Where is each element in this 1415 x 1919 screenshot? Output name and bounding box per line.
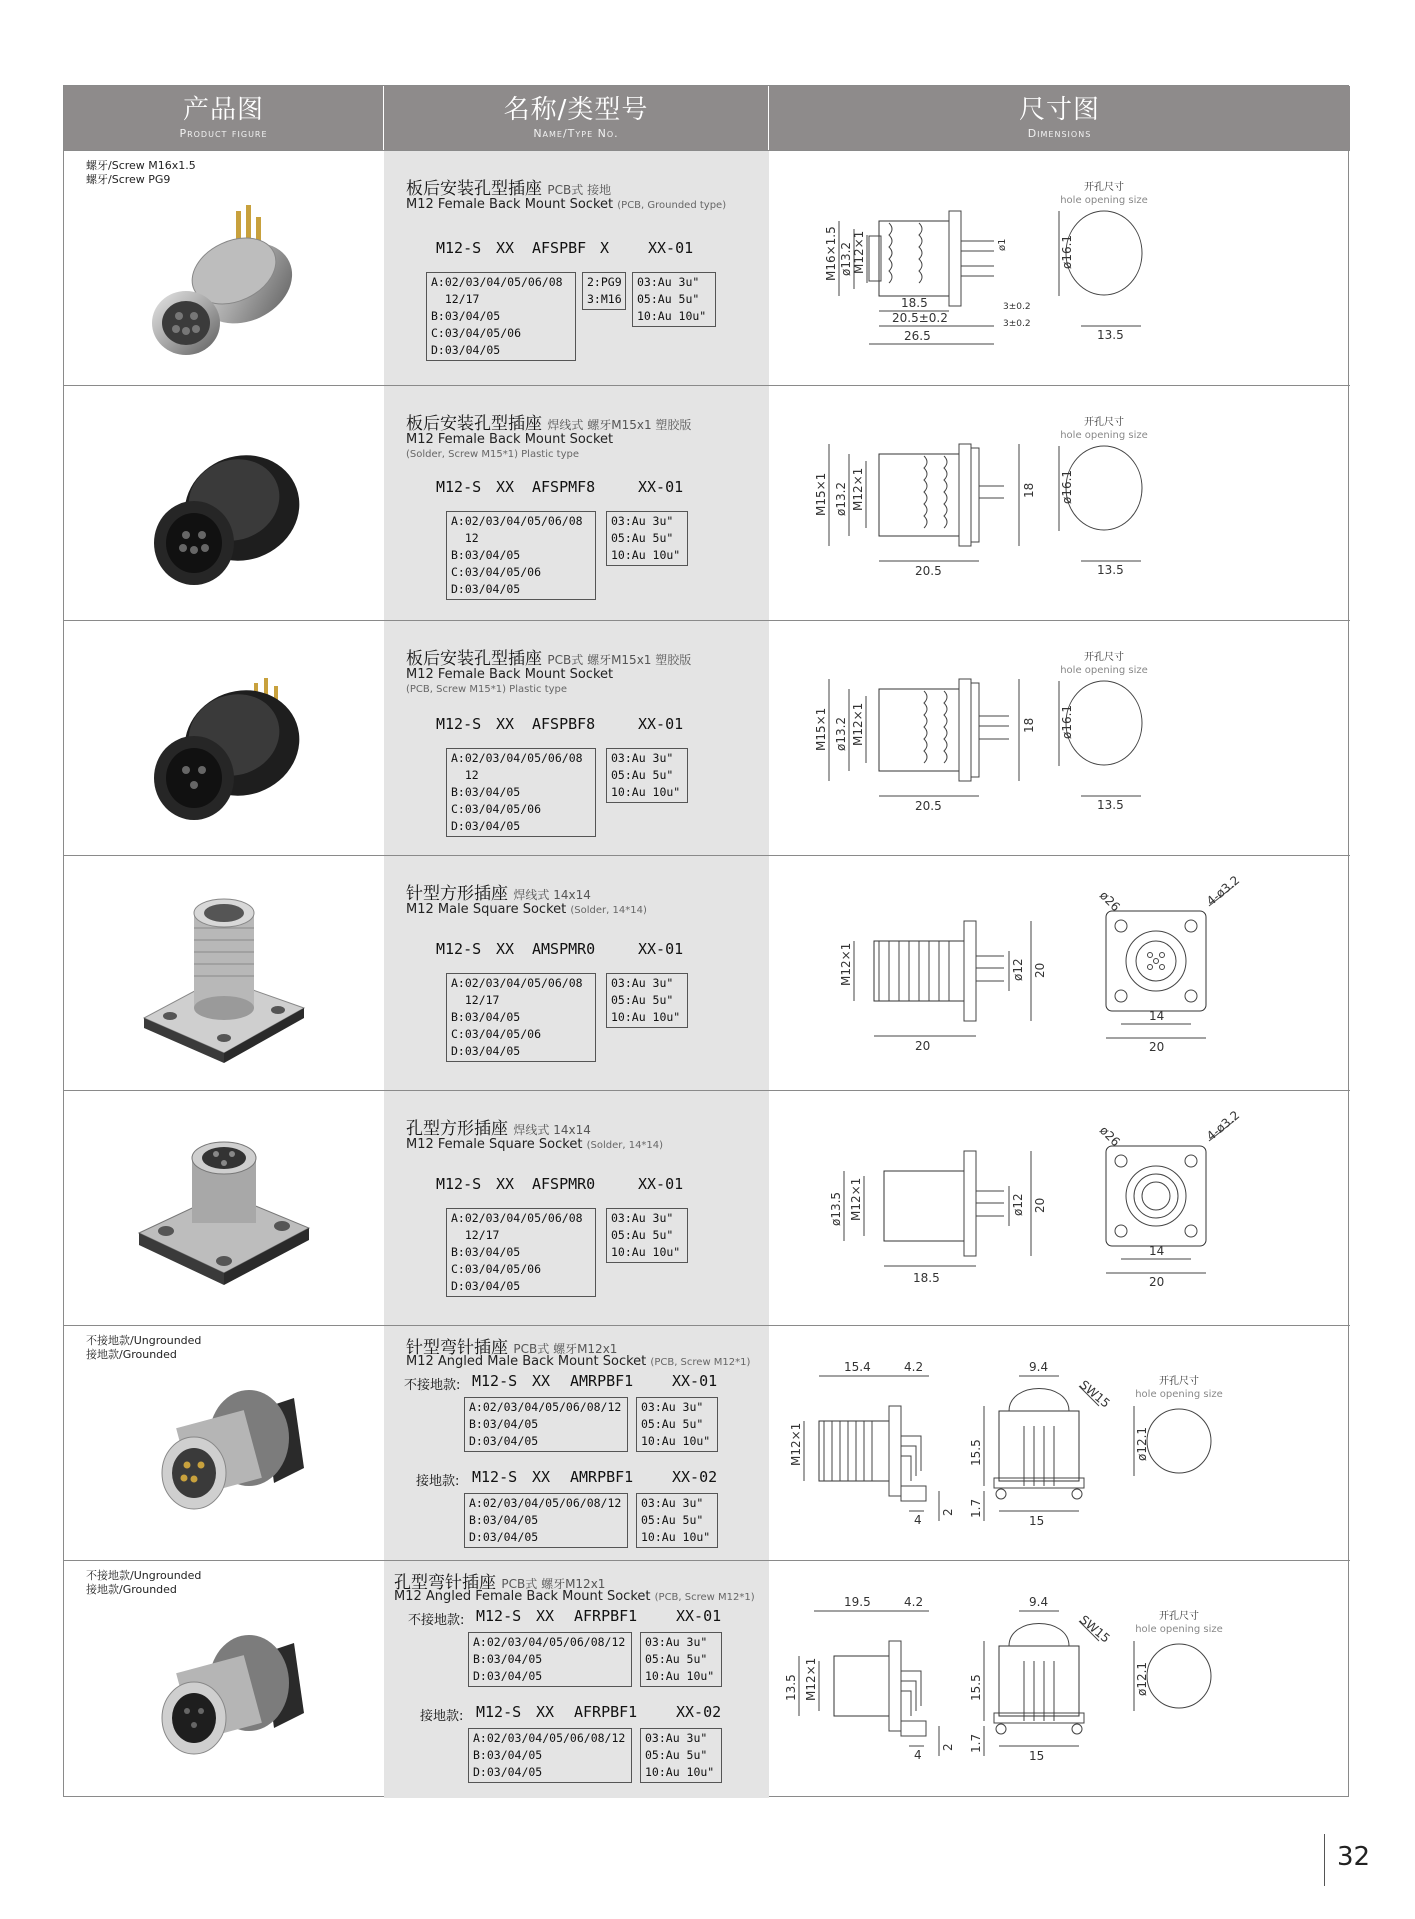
- part-contacts-code: XX: [536, 1703, 555, 1721]
- title-zh: 针型方形插座 焊线式 14x14: [406, 884, 591, 904]
- dim-label: M12×1: [852, 230, 866, 274]
- dimension-drawing: [769, 1091, 1350, 1326]
- dim-label: 20: [915, 1039, 931, 1053]
- name-type-cell: [384, 151, 769, 385]
- header-col3-zh: 尺寸图: [1018, 95, 1100, 125]
- product-figure-cell: [64, 1561, 384, 1798]
- dim-label: ø26: [1096, 1123, 1123, 1150]
- part-plating-code: XX-01: [638, 940, 684, 958]
- table-row: [64, 620, 1350, 855]
- dim-label: 9.4: [1029, 1595, 1049, 1609]
- dim-label: M12×1: [839, 942, 853, 986]
- dim-label: ø13.2: [839, 241, 853, 276]
- dim-label: 3±0.2: [1003, 302, 1031, 312]
- pin-options-box: A:02/03/04/05/06/08/12 B:03/04/05 D:03/04/05: [464, 1493, 628, 1548]
- dimension-drawing: [769, 386, 1350, 621]
- dim-label: 4-ø3.2: [1203, 1107, 1243, 1144]
- pin-options-box: A:02/03/04/05/06/08/12 B:03/04/05 D:03/04/05: [464, 1397, 628, 1452]
- dim-label: ø16.1: [1060, 469, 1074, 504]
- plating-options-box: 03:Au 3u" 05:Au 5u" 10:Au 10u": [632, 272, 716, 327]
- part-prefix: M12-S: [476, 1703, 522, 1721]
- table-row: [64, 150, 1350, 385]
- dimensions-cell: [769, 151, 1350, 385]
- dim-label: 15: [1029, 1749, 1045, 1763]
- name-type-cell: [384, 621, 769, 855]
- title-zh: 板后安装孔型插座 PCB式 螺牙M15x1 塑胶版: [406, 649, 692, 669]
- dim-label: 20: [1033, 962, 1047, 978]
- hole-label-en: hole opening size: [1060, 430, 1148, 441]
- dim-label: ø12.1: [1135, 1661, 1149, 1696]
- header-col3-en: Dimensions: [1027, 127, 1092, 140]
- dim-label: M12×1: [851, 702, 865, 746]
- dim-label: 14: [1149, 1009, 1165, 1023]
- hole-label-en: hole opening size: [1060, 195, 1148, 206]
- header-product-figure: [64, 86, 384, 150]
- part-contacts-code: XX: [496, 1175, 515, 1193]
- pin-options-box: A:02/03/04/05/06/08 12/17 B:03/04/05 C:03/04/05/06 D:03/04/05: [446, 1208, 596, 1297]
- part-plating-code: XX-01: [638, 715, 684, 733]
- product-figure-cell: [64, 1091, 384, 1325]
- dim-label: 18: [1022, 482, 1036, 498]
- part-model: AMRPBF1: [570, 1468, 634, 1486]
- dim-label: ø1: [997, 238, 1008, 251]
- dim-label: 15.4: [844, 1360, 871, 1374]
- product-figure-cell: [64, 151, 384, 385]
- table-row: [64, 385, 1350, 620]
- header-name-type: [384, 86, 769, 150]
- dim-label: 2: [941, 1743, 955, 1751]
- dim-label: M15×1: [814, 472, 828, 516]
- dim-label: M12×1: [789, 1422, 803, 1466]
- product-figure-cell: [64, 621, 384, 855]
- part-plating-code: XX-01: [638, 478, 684, 496]
- dim-label: 13.5: [1097, 798, 1124, 812]
- dim-label: ø12.1: [1135, 1426, 1149, 1461]
- part-model: AFSPMR0: [532, 1175, 596, 1193]
- connector-photo: [124, 183, 324, 373]
- ungrounded-label: 不接地款:: [408, 1613, 465, 1628]
- dim-label: 15.5: [969, 1674, 983, 1701]
- dim-label: 18.5: [901, 296, 928, 310]
- part-plating-code: XX-01: [672, 1372, 718, 1390]
- dim-label: 18.5: [913, 1271, 940, 1285]
- title-zh: 针型弯针插座 PCB式 螺牙M12x1: [406, 1338, 618, 1358]
- name-type-cell: [384, 1326, 769, 1560]
- grounding-note: 不接地款/Ungrounded 接地款/Grounded: [86, 1334, 202, 1361]
- dim-label: 1.7: [969, 1733, 983, 1753]
- dimensions-cell: [769, 1091, 1350, 1325]
- title-en: M12 Angled Male Back Mount Socket (PCB, Screw M12*1): [406, 1354, 751, 1369]
- product-figure-cell: [64, 1326, 384, 1560]
- dim-label: 20.5: [915, 799, 942, 813]
- dimensions-cell: [769, 856, 1350, 1090]
- table-row: [64, 1325, 1350, 1560]
- dim-label: 4.2: [904, 1595, 924, 1609]
- dim-label: 13.5: [1097, 328, 1124, 342]
- dim-label: M12×1: [804, 1657, 818, 1701]
- title-sub: (Solder, Screw M15*1) Plastic type: [406, 449, 580, 460]
- plating-options-box: 03:Au 3u" 05:Au 5u" 10:Au 10u": [606, 511, 688, 566]
- dim-label: M15×1: [814, 707, 828, 751]
- part-prefix: M12-S: [436, 239, 482, 257]
- dim-label: 3±0.2: [1003, 319, 1031, 329]
- pin-options-box: A:02/03/04/05/06/08/12 B:03/04/05 D:03/04/05: [468, 1632, 632, 1687]
- hole-label-zh: 开孔尺寸: [1159, 1611, 1199, 1622]
- connector-photo: [124, 1593, 324, 1783]
- product-figure-cell: [64, 386, 384, 620]
- part-prefix: M12-S: [472, 1468, 518, 1486]
- dimensions-cell: [769, 621, 1350, 855]
- dimension-drawing: [769, 151, 1350, 386]
- dimensions-cell: [769, 1561, 1350, 1798]
- dim-label: 15: [1029, 1514, 1045, 1528]
- ungrounded-label: 不接地款:: [404, 1378, 461, 1393]
- dim-label: 13.5: [784, 1674, 798, 1701]
- connector-photo: [124, 653, 324, 843]
- hole-label-en: hole opening size: [1135, 1624, 1223, 1635]
- dim-label: ø13.2: [834, 716, 848, 751]
- plating-options-box: 03:Au 3u" 05:Au 5u" 10:Au 10u": [606, 748, 688, 803]
- dim-label: M12×1: [851, 467, 865, 511]
- dim-label: M12×1: [849, 1177, 863, 1221]
- name-type-cell: [384, 1091, 769, 1325]
- part-contacts-code: XX: [496, 715, 515, 733]
- title-en: M12 Male Square Socket (Solder, 14*14): [406, 902, 647, 917]
- plating-options-box: 03:Au 3u" 05:Au 5u" 10:Au 10u": [636, 1493, 718, 1548]
- dim-label: 18: [1022, 717, 1036, 733]
- title-en: M12 Female Square Socket (Solder, 14*14): [406, 1137, 664, 1152]
- title-zh: 孔型弯针插座 PCB式 螺牙M12x1: [394, 1573, 606, 1593]
- dim-label: 4.2: [904, 1360, 924, 1374]
- title-en: M12 Angled Female Back Mount Socket (PCB, Screw M12*1): [394, 1589, 755, 1604]
- part-screw-code: X: [600, 239, 610, 257]
- catalog-table: [63, 85, 1349, 1797]
- part-contacts-code: XX: [496, 239, 515, 257]
- dim-label: 20: [1149, 1275, 1165, 1289]
- part-plating-code: XX-01: [676, 1607, 722, 1625]
- hole-label-en: hole opening size: [1060, 665, 1148, 676]
- plating-options-box: 03:Au 3u" 05:Au 5u" 10:Au 10u": [606, 1208, 688, 1263]
- part-plating-code: XX-01: [648, 239, 694, 257]
- dim-label: ø12: [1011, 1193, 1025, 1216]
- header-col1-zh: 产品图: [182, 95, 264, 125]
- table-row: [64, 1090, 1350, 1325]
- dimension-drawing: [769, 1326, 1350, 1561]
- title-en: M12 Female Back Mount Socket: [406, 432, 614, 447]
- header-dimensions: [769, 86, 1350, 150]
- dim-label: 2: [941, 1508, 955, 1516]
- title-en: M12 Female Back Mount Socket: [406, 667, 614, 682]
- dim-label: ø12: [1011, 958, 1025, 981]
- pin-options-box: A:02/03/04/05/06/08/12 B:03/04/05 D:03/04/05: [468, 1728, 632, 1783]
- dim-label: ø26: [1096, 888, 1123, 915]
- dim-label: 1.7: [969, 1498, 983, 1518]
- header-col1-en: Product figure: [179, 127, 268, 140]
- plating-options-box: 03:Au 3u" 05:Au 5u" 10:Au 10u": [640, 1728, 722, 1783]
- dim-label: 15.5: [969, 1439, 983, 1466]
- part-contacts-code: XX: [532, 1372, 551, 1390]
- dimension-drawing: [769, 621, 1350, 856]
- part-prefix: M12-S: [476, 1607, 522, 1625]
- dimension-drawing: [769, 856, 1350, 1091]
- dim-label: ø13.5: [829, 1191, 843, 1226]
- table-header: [64, 86, 1350, 150]
- title-zh: 板后安装孔型插座 焊线式 螺牙M15x1 塑胶版: [406, 414, 692, 434]
- connector-photo: [124, 418, 324, 608]
- title-zh: 孔型方形插座 焊线式 14x14: [406, 1119, 591, 1139]
- dim-label: 20.5±0.2: [892, 311, 948, 325]
- hole-label-en: hole opening size: [1135, 1389, 1223, 1400]
- dim-label: ø16.1: [1060, 704, 1074, 739]
- part-model: AFRPBF1: [574, 1703, 638, 1721]
- connector-photo: [124, 1358, 324, 1548]
- grounding-note: 不接地款/Ungrounded 接地款/Grounded: [86, 1569, 202, 1596]
- page-number: 32: [1337, 1842, 1371, 1872]
- hole-label-zh: 开孔尺寸: [1084, 652, 1124, 663]
- connector-photo: [124, 888, 324, 1078]
- dimension-drawing: [769, 1561, 1350, 1799]
- part-plating-code: XX-02: [672, 1468, 718, 1486]
- part-prefix: M12-S: [472, 1372, 518, 1390]
- dim-label: M16×1.5: [824, 226, 838, 281]
- part-contacts-code: XX: [536, 1607, 555, 1625]
- screw-options-box: 2:PG9 3:M16: [582, 272, 626, 310]
- dim-label: 20: [1033, 1197, 1047, 1213]
- header-col2-zh: 名称/类型号: [503, 95, 649, 125]
- hole-label-zh: 开孔尺寸: [1159, 1376, 1199, 1387]
- dim-label: 19.5: [844, 1595, 871, 1609]
- title-en: M12 Female Back Mount Socket (PCB, Grounded type): [406, 197, 727, 212]
- screw-note: 螺牙/Screw M16x1.5 螺牙/Screw PG9: [86, 159, 196, 186]
- part-model: AFSPMF8: [532, 478, 596, 496]
- dim-label: 4-ø3.2: [1203, 872, 1243, 909]
- part-model: AFSPBF: [532, 239, 587, 257]
- name-type-cell: [384, 386, 769, 620]
- part-prefix: M12-S: [436, 478, 482, 496]
- dim-label: 4: [914, 1513, 922, 1527]
- pin-options-box: A:02/03/04/05/06/08 12 B:03/04/05 C:03/04/05/06 D:03/04/05: [446, 511, 596, 600]
- table-row: [64, 855, 1350, 1090]
- connector-photo: [124, 1123, 324, 1313]
- part-prefix: M12-S: [436, 1175, 482, 1193]
- part-model: AFRPBF1: [574, 1607, 638, 1625]
- part-prefix: M12-S: [436, 715, 482, 733]
- pin-options-box: A:02/03/04/05/06/08 12 B:03/04/05 C:03/04/05/06 D:03/04/05: [446, 748, 596, 837]
- dim-label: SW15: [1077, 1377, 1113, 1411]
- table-row: [64, 1560, 1350, 1798]
- dim-label: SW15: [1077, 1612, 1113, 1646]
- plating-options-box: 03:Au 3u" 05:Au 5u" 10:Au 10u": [640, 1632, 722, 1687]
- dim-label: 26.5: [904, 329, 931, 343]
- dim-label: 4: [914, 1748, 922, 1762]
- part-contacts-code: XX: [532, 1468, 551, 1486]
- dim-label: ø13.2: [834, 481, 848, 516]
- part-prefix: M12-S: [436, 940, 482, 958]
- grounded-label: 接地款:: [416, 1474, 460, 1489]
- name-type-cell: [384, 856, 769, 1090]
- part-plating-code: XX-01: [638, 1175, 684, 1193]
- name-type-cell: [384, 1561, 769, 1798]
- product-figure-cell: [64, 856, 384, 1090]
- dim-label: 14: [1149, 1244, 1165, 1258]
- dim-label: ø16.1: [1060, 234, 1074, 269]
- part-model: AMSPMR0: [532, 940, 596, 958]
- part-model: AFSPBF8: [532, 715, 596, 733]
- part-model: AMRPBF1: [570, 1372, 634, 1390]
- pin-options-box: A:02/03/04/05/06/08 12/17 B:03/04/05 C:03/04/05/06 D:03/04/05: [426, 272, 576, 361]
- grounded-label: 接地款:: [420, 1709, 464, 1724]
- plating-options-box: 03:Au 3u" 05:Au 5u" 10:Au 10u": [606, 973, 688, 1028]
- page-number-divider: [1324, 1834, 1325, 1886]
- dimensions-cell: [769, 386, 1350, 620]
- dim-label: 20.5: [915, 564, 942, 578]
- hole-label-zh: 开孔尺寸: [1084, 182, 1124, 193]
- title-sub: (PCB, Screw M15*1) Plastic type: [406, 684, 568, 695]
- title-zh: 板后安装孔型插座 PCB式 接地: [406, 179, 612, 199]
- dim-label: 9.4: [1029, 1360, 1049, 1374]
- part-contacts-code: XX: [496, 478, 515, 496]
- dim-label: 13.5: [1097, 563, 1124, 577]
- part-contacts-code: XX: [496, 940, 515, 958]
- plating-options-box: 03:Au 3u" 05:Au 5u" 10:Au 10u": [636, 1397, 718, 1452]
- header-col2-en: Name/Type No.: [533, 127, 619, 140]
- pin-options-box: A:02/03/04/05/06/08 12/17 B:03/04/05 C:03/04/05/06 D:03/04/05: [446, 973, 596, 1062]
- hole-label-zh: 开孔尺寸: [1084, 417, 1124, 428]
- dim-label: 20: [1149, 1040, 1165, 1054]
- dimensions-cell: [769, 1326, 1350, 1560]
- part-plating-code: XX-02: [676, 1703, 722, 1721]
